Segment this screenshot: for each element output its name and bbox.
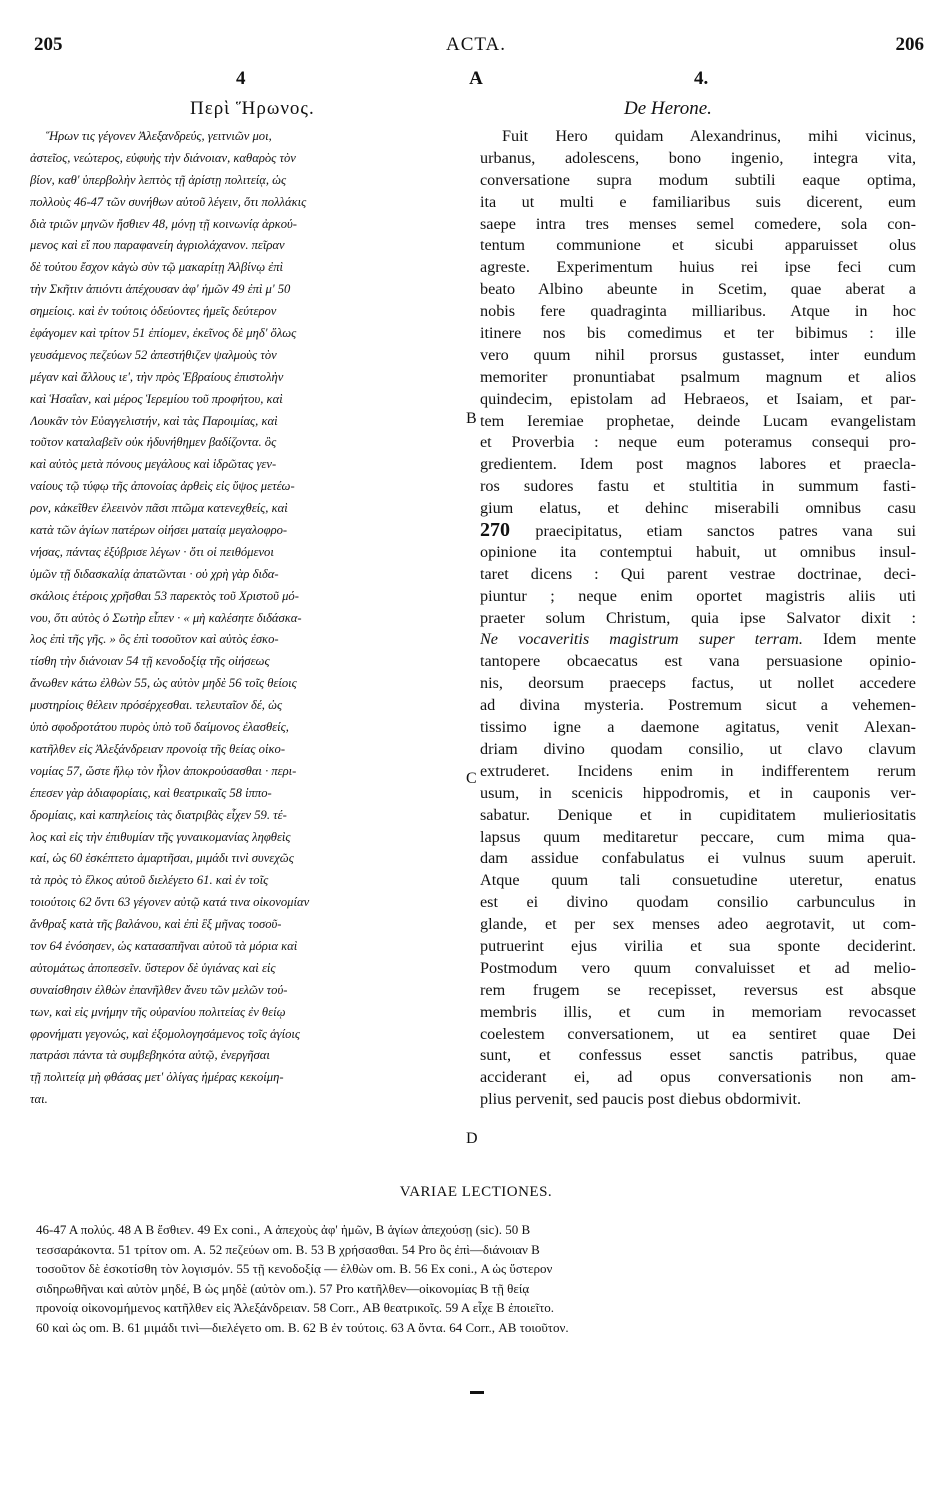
latin-text-line: ita ut multi e familiaribus suis dicerent, eum	[480, 192, 916, 211]
latin-text-line: tantopere obcaecatus est vana persuasione opinio-	[480, 652, 916, 671]
end-rule	[470, 1391, 484, 1394]
greek-text-line: γευσάμενος πεζεύων 52 ἀπεστήθιζεν ψαλμοὺς τὸν	[30, 347, 277, 362]
latin-text-line: quindecim, epistolam ad Hebraeos, et Isaiam, et par-	[480, 389, 916, 408]
greek-text-line: δὲ τούτου ἔσχον κἀγὼ σὺν τῷ μακαρίτῃ Ἀλβίνῳ ἐπὶ	[30, 260, 284, 275]
variant-reading-line: 60 καὶ ὡς om. Β. 61 μιμάδι τινὶ—διελέγετο om. Β. 62 Β ἐν τούτοις. 63 Α ὄντα. 64 Corr., ΑΒ τοιοῦτον.	[36, 1319, 569, 1335]
latin-text-line: usum, in scenicis hippodromis, et in cauponis ver-	[480, 783, 916, 802]
greek-text-line: ἄνθραξ κατὰ τῆς βαλάνου, καὶ ἐπὶ ἓξ μῆνας τοσοῦ-	[30, 917, 282, 932]
latin-text-line: Postmodum vero quum convaluisset et ad melio-	[480, 958, 916, 977]
greek-text-line: Λουκᾶν τὸν Εὐαγγελιστήν, καὶ τὰς Παροιμίας, καὶ	[30, 413, 278, 428]
greek-text-line: καί, ὡς 60 ἐσκέπτετο ἁμαρτῆσαι, μιμάδι τινὶ συνεχῶς	[30, 851, 294, 866]
greek-text-line: νομίας 57, ὥστε ἥλῳ τὸν ἧλον ἀποκρούσασθαι · περι-	[30, 763, 297, 778]
variae-lectiones-notes	[36, 1220, 916, 1337]
latin-text-line: gium elatus, et dehinc miserabili omnibus casu	[480, 499, 916, 518]
latin-text-line: saepe intra tres menses semel comedere, sola con-	[480, 214, 916, 233]
greek-text-line: ναίους τῷ τύφῳ τῆς ἀπονοίας ἀρθεὶς εἰς ὕψος μετέω-	[30, 479, 295, 494]
greek-text-line: τοιούτοις 62 ὄντι 63 γέγονεν αὐτῷ κατά τινα οἰκονομίαν	[30, 895, 310, 910]
greek-text-line: μενος καὶ εἴ που παραφανείη ἀγριολάχανον. πεῖραν	[30, 238, 285, 253]
greek-text-line: αὐτομάτως ἀποπεσεῖν. ὕστερον δὲ ὑγιάνας καὶ εἰς	[30, 960, 276, 975]
latin-text-line: sunt, et confessus esset sanctis patribus, quae	[480, 1046, 916, 1065]
latin-text-line: 270 praecipitatus, etiam sanctos patres vana sui	[480, 520, 916, 542]
margin-letter-b: B	[466, 410, 477, 427]
greek-text-line: φρονήματι γεγονώς, καὶ ἐξομολογησάμενος τοῖς ἁγίοις	[30, 1026, 300, 1041]
greek-column	[30, 126, 470, 1111]
latin-text-line: piuntur ; neque enim oportet magistris aliis uti	[480, 586, 916, 605]
variae-lectiones-title: VARIAE LECTIONES.	[399, 1184, 553, 1200]
greek-text-line: τον 64 ἐνόσησεν, ὡς κατασαπῆναι αὐτοῦ τὰ μόρια καὶ	[30, 938, 298, 953]
greek-text-line: τῇ πολιτείᾳ μὴ φθάσας μετ' ὀλίγας ἡμέρας κεκοίμη-	[30, 1070, 284, 1085]
latin-text-line: driam divino quodam consilio, ut clavo clavum	[480, 739, 916, 758]
greek-text-line: έπεσεν γὰρ ἀδιαφορίαις, καὶ θεατρικαῖς 58 ἱππο-	[30, 785, 272, 800]
variant-reading-line: σιδηρωθῆναι καὶ αὐτὸν μηδέ, Β ὡς μηδὲ (αὐτὸν om.). 57 Pro κατῆλθεν—οἰκονομίας Β τῇ θείᾳ	[36, 1280, 530, 1296]
greek-text-line: τὰ πρὸς τὸ ἕλκος αὐτοῦ διελέγετο 61. καὶ ἐν τοῖς	[30, 873, 269, 888]
greek-text-line: λος καὶ εἰς τὴν ἐπιθυμίαν τῆς γυναικομανίας ληφθεὶς	[30, 829, 291, 844]
latin-text-line: extruderet. Incidens enim in indifferentem rerum	[480, 761, 916, 780]
greek-text-line: τίσθη τὴν διάνοιαν 54 τῇ κενοδοξίᾳ τῆς οἰήσεως	[30, 654, 270, 669]
latin-text-line: memoriter pronuntiabat psalmum magnum et alios	[480, 367, 916, 386]
latin-text-line: Atque quum tali consuetudine uteretur, enatus	[480, 871, 916, 890]
latin-text-line: itinere nos bis comedimus et ter bibimus : ille	[480, 324, 916, 343]
latin-text-line: et Proverbia : neque eum poteramus consequi pro-	[480, 433, 916, 452]
greek-text-line: καὶ Ἡσαΐαν, καὶ μέρος Ἱερεμίου τοῦ προφήτου, καὶ	[30, 391, 283, 406]
latin-text-line: nobis fere quadraginta milliaribus. Atque in hoc	[480, 302, 916, 321]
greek-text-line: μέγαν καὶ ἄλλους ιε', τὴν πρὸς Ἑβραίους ἐπιστολὴν	[30, 369, 284, 384]
latin-text-line: taret dicens : Qui parent vestrae doctrinae, deci-	[480, 564, 916, 583]
latin-text-line: sabatur. Denique et in cupiditatem mulieriositatis	[480, 805, 916, 824]
greek-text-line: ὑμῶν τῇ διδασκαλίᾳ ἀπατῶνται · οὐ χρὴ γὰρ διδα-	[30, 566, 279, 581]
greek-text-line: συναίσθησιν ἐλθὼν ἐπανῆλθεν ἄνευ τῶν μελῶν τού-	[30, 982, 288, 997]
greek-text-line: τοῦτον καταλαβεῖν οὐκ ἠδυνήθημεν βαδίζοντα. ὃς	[30, 435, 277, 450]
latin-text-line: gredientem. Idem post magnos labores et praecla-	[480, 455, 916, 474]
greek-text-line: τὴν Σκῆτιν ἀπιόντι ἀπέχουσαν ἀφ' ἡμῶν 49 ἐπὶ μ' 50	[30, 282, 291, 297]
latin-text-line: membris illis, et cum in memoriam revocasset	[480, 1002, 916, 1021]
latin-text-line: tentum communione et sicubi apparuisset olus	[480, 236, 916, 255]
greek-text-line: πολλοὺς 46-47 τῶν συνήθων αὐτοῦ λέγειν, ὅτι πολλάκις	[30, 194, 307, 209]
latin-text-line: tissimo igne a daemone agitatus, venit Alexan-	[480, 718, 916, 737]
greek-text-line: Ἥρων τις γέγονεν Ἀλεξανδρεύς, γειτνιῶν μοι,	[46, 129, 272, 143]
latin-text-line: ad divina mysteria. Postremum sicut a vehemen-	[480, 696, 916, 715]
latin-text-line: Fuit Hero quidam Alexandrinus, mihi vicinus,	[502, 127, 916, 145]
latin-text-line: putruerint ejus virilia et sua sponte deciderint.	[480, 936, 916, 955]
latin-text-line: praeter solum Christum, quia ipse Salvator dixit :	[480, 608, 916, 627]
latin-text-line: beato Albino abeunte in Scetim, quae aberat a	[480, 280, 916, 299]
latin-text-line: est ei divino quodam consilio carbunculus in	[480, 893, 916, 912]
greek-text-line: ἄνωθεν κάτω ἐλθὼν 55, ὡς αὐτὸν μηδὲ 56 τοῖς θείοις	[30, 676, 297, 691]
variant-reading-line: 46-47 Α πολύς. 48 Α Β ἔσθιεν. 49 Ex coni., Α ἀπεχοὺς ἀφ' ἡμῶν, Β ἁγίων ἀπεχούσῃ (sic). 50 Β	[36, 1222, 531, 1237]
section-letter: A	[469, 68, 483, 89]
latin-title: De Herone.	[624, 98, 712, 119]
greek-title: Περὶ Ἥρωνος.	[190, 98, 315, 119]
greek-text-line: νου, ὅτι αὐτὸς ὁ Σωτὴρ εἶπεν · « μὴ καλέσητε διδάσκα-	[30, 610, 302, 625]
greek-text-line: ται.	[30, 1092, 48, 1107]
greek-text-line: σκάλοις ἑτέροις χρῆσθαι 53 παρεκτὸς τοῦ Χριστοῦ μό-	[30, 588, 299, 603]
latin-text-line: opinione ita contemptui habuit, ut omnibus insul-	[480, 542, 916, 561]
greek-text-line: λος ἐπὶ τῆς γῆς. » ὃς ἐπὶ τοσοῦτον καὶ αὐτὸς ἐσκο-	[30, 632, 279, 647]
greek-text-line: βίον, καθ' ὑπερβολὴν λεπτὸς τῇ ἀρίστῃ πολιτείᾳ, ὡς	[30, 172, 287, 187]
greek-text-line: ἀστεῖος, νεώτερος, εὐφυὴς τὴν διάνοιαν, καθαρὸς τὸν	[30, 150, 296, 165]
variant-reading-line: τοσοῦτον δὲ ἐσκοτίσθη τὸν λογισμόν. 55 τῇ κενοδοξίᾳ — ἐλθὼν om. Β. 56 Ex coni., Α ὡς ὕστερον	[36, 1261, 553, 1276]
latin-text-line: rem frugem se recepisset, reversus est absque	[480, 980, 916, 999]
latin-text-line: ros sudores fastu et stultitia in summum fasti-	[480, 477, 916, 496]
greek-text-line: μυστηρίοις θέλειν πρόσέρχεσθαι. τελευταῖον δέ, ὡς	[30, 698, 283, 713]
variant-reading-line: προνοίᾳ οἰκονομήμενος κατῆλθεν εἰς Ἀλεξάνδρειαν. 58 Corr., ΑΒ θεατρικοῖς. 59 Α εἶχε Β ἐποιεῖτο.	[36, 1300, 555, 1315]
latin-text-line: acciderant ei, ad opus conversationis non am-	[480, 1068, 916, 1087]
latin-column	[480, 126, 916, 1111]
latin-text-line: dam assidue confabulatus ei vulnus suum aperuit.	[480, 849, 916, 868]
greek-text-line: ἐφάγομεν καὶ τρίτον 51 ἐπίομεν, ἐκεῖνος δὲ μηδ' ὅλως	[30, 326, 297, 341]
greek-chapter-number: 4	[236, 68, 246, 89]
latin-text-line: urbanus, adolescens, bono ingenio, integra vita,	[480, 148, 916, 167]
running-title: ACTA.	[446, 34, 506, 55]
latin-text-line: glande, et per sex menses adeo aegrotavit, ut com-	[480, 915, 916, 934]
latin-text-line: plius pervenit, sed paucis post diebus obdormivit.	[480, 1090, 802, 1109]
greek-text-line: καὶ αὐτὸς μετὰ πόνους μεγάλους καὶ ἱδρῶτας γεν-	[30, 457, 277, 472]
latin-text-line: conversatione supra modum subtili eaque optima,	[480, 170, 916, 189]
latin-text-line: vero quum nihil prorsus gustasset, inter eundum	[480, 345, 916, 364]
latin-text-line: tem Ieremiae prophetae, deinde Lucam evangelistam	[480, 411, 916, 430]
latin-text-line: lapsus quum meditaretur peccare, cum mima qua-	[480, 827, 916, 846]
margin-letter-d: D	[466, 1130, 478, 1147]
marginal-page-number: 270	[480, 520, 536, 542]
latin-text-line: agreste. Experimentum huius rei ipse feci cum	[480, 258, 916, 277]
greek-text-line: πατράσι πάντα τὰ συμβεβηκότα αὐτῷ, ἐνεργῆσαι	[30, 1048, 270, 1063]
latin-chapter-number: 4.	[694, 68, 709, 89]
greek-text-line: νήσας, πάντας ἐξύβρισε λέγων · ὅτι οἱ πειθόμενοι	[30, 544, 274, 559]
page-number-right: 206	[895, 34, 924, 55]
greek-text-line: δρομίαις, καὶ καπηλείοις τὰς διατριβὰς εἶχεν 59. τέ-	[30, 807, 287, 822]
latin-text-line: coelestem conversationem, ut ea sentiret quae Dei	[480, 1024, 916, 1043]
greek-text-line: ὑπὸ σφοδροτάτου πυρὸς ὑπὸ τοῦ δαίμονος ἐλασθείς,	[30, 720, 289, 735]
greek-text-line: ρον, κἀκεῖθεν ἐλεεινὸν πᾶσι πτῶμα κατενεχθείς, καὶ	[30, 501, 288, 516]
variant-reading-line: τεσσαράκοντα. 51 τρίτον om. Α. 52 πεζεύων om. Β. 53 Β χρήσασθαι. 54 Pro ὃς ἐπὶ—διάνοιαν Β	[36, 1241, 540, 1257]
greek-text-line: των, καὶ εἰς μνήμην τῆς οὐρανίου πολιτείας ἐν θείῳ	[30, 1004, 286, 1019]
latin-text-line: nis, deorsum praeceps factus, ut nollet accedere	[480, 674, 916, 693]
margin-letter-c: C	[466, 770, 477, 787]
greek-text-line: κατὰ τῶν ἁγίων πατέρων οἰήσει ματαίᾳ μεγαλοφρο-	[30, 523, 288, 538]
latin-text-line: Ne vocaveritis magistrum super terram. Idem mente	[480, 630, 916, 649]
greek-text-line: κατῆλθεν εἰς Ἀλεξάνδρειαν προνοίᾳ τῆς θείας οἰκο-	[30, 741, 286, 756]
greek-text-line: διὰ τριῶν μηνῶν ἤσθιεν 48, μόνῃ τῇ κοινωνίᾳ ἀρκού-	[30, 216, 297, 231]
page-number-left: 205	[34, 34, 63, 55]
greek-text-line: σημείοις. καὶ ἐν τούτοις ὁδεύοντες ἡμεῖς δεύτερον	[30, 304, 277, 319]
